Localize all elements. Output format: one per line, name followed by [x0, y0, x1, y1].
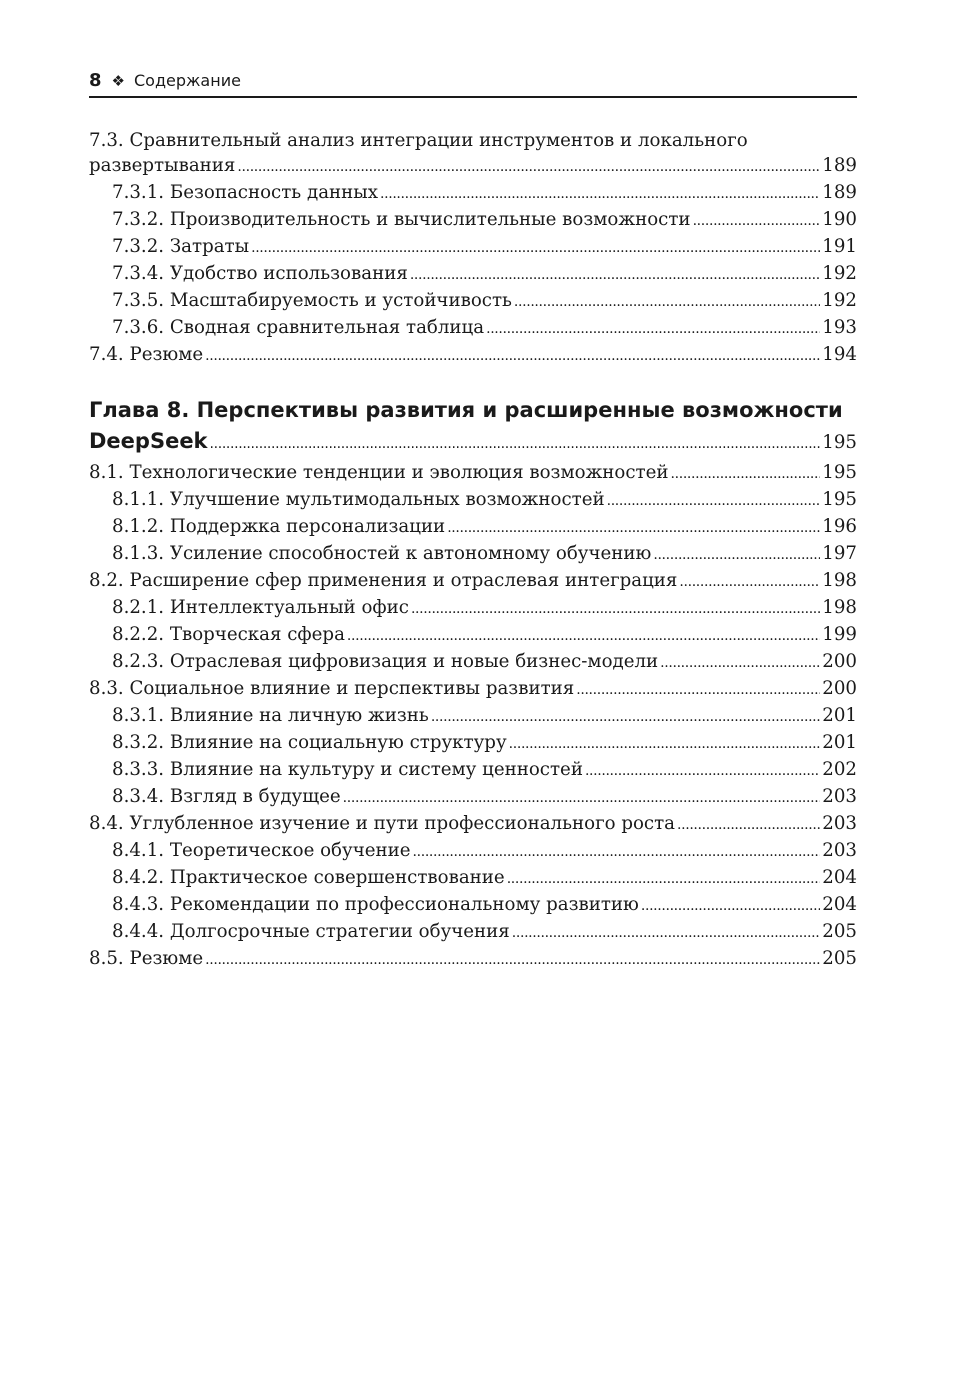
dot-leader	[347, 622, 820, 649]
dot-leader	[660, 649, 820, 676]
toc-entry[interactable]	[89, 892, 857, 919]
toc-entry-page: 191	[822, 236, 857, 257]
toc-entry-page: 195	[822, 489, 857, 510]
toc-entry-page: 205	[822, 921, 857, 942]
toc-entry-page: 198	[822, 597, 857, 618]
toc-block-chapter-7	[89, 128, 857, 369]
toc-entry-label: 7.3.6. Сводная сравнительная таблица	[112, 317, 485, 338]
toc-entry[interactable]	[89, 865, 857, 892]
chapter-title-label: DeepSeek	[89, 429, 208, 453]
dot-leader	[205, 342, 820, 369]
toc-entry[interactable]	[89, 946, 857, 973]
toc-entry[interactable]	[89, 288, 857, 315]
running-head	[89, 68, 857, 98]
toc-entry-label: 8.5. Резюме	[89, 948, 204, 969]
dot-leader	[514, 288, 820, 315]
dot-leader	[512, 919, 821, 946]
toc-entry[interactable]	[89, 180, 857, 207]
toc-entry[interactable]	[89, 649, 857, 676]
toc-entry-label: развертывания	[89, 155, 236, 176]
dot-leader	[486, 315, 820, 342]
toc-entry-label: 8.4.4. Долгосрочные стратегии обучения	[112, 921, 510, 942]
toc-entry-page: 204	[822, 867, 857, 888]
toc-entry-label: 8.2.2. Творческая сфера	[112, 624, 345, 645]
toc-entry-page: 203	[822, 840, 857, 861]
toc-entry[interactable]	[89, 838, 857, 865]
toc-entry-page: 198	[822, 570, 857, 591]
toc-entry-label: 7.4. Резюме	[89, 344, 204, 365]
dot-leader	[641, 892, 820, 919]
toc-entry[interactable]	[89, 487, 857, 514]
toc-entry[interactable]	[89, 541, 857, 568]
toc-entry-page: 189	[822, 155, 857, 176]
chapter-title-line1: Глава 8. Перспективы развития и расширенные возможности	[89, 398, 843, 422]
toc-entry-page: 189	[822, 182, 857, 203]
dot-leader	[210, 426, 821, 460]
toc-entry-label: 8.1.1. Улучшение мультимодальных возможностей	[112, 489, 605, 510]
toc-entry-page: 205	[822, 948, 857, 969]
dot-leader	[411, 595, 820, 622]
toc-entry-page: 201	[822, 705, 857, 726]
toc-entry-label: 8.2. Расширение сфер применения и отраслевая интеграция	[89, 570, 678, 591]
toc-entry-7-3[interactable]	[89, 153, 857, 180]
toc-entry[interactable]	[89, 919, 857, 946]
dot-leader	[251, 234, 820, 261]
toc-entry-label: 8.1.2. Поддержка персонализации	[112, 516, 446, 537]
toc-entry[interactable]	[89, 811, 857, 838]
toc-entry-label: 7.3.5. Масштабируемость и устойчивость	[112, 290, 512, 311]
toc-entry[interactable]	[89, 757, 857, 784]
toc-entry-label: 8.1. Технологические тенденции и эволюция возможностей	[89, 462, 669, 483]
toc-entry-page: 200	[822, 651, 857, 672]
dot-leader	[507, 865, 821, 892]
toc-entry[interactable]	[89, 514, 857, 541]
dot-leader	[237, 153, 820, 180]
toc-entry-label: 7.3.2. Затраты	[112, 236, 250, 257]
toc-entry-page: 190	[822, 209, 857, 230]
toc-entry-page: 197	[822, 543, 857, 564]
toc-entry-label: 8.3.1. Влияние на личную жизнь	[112, 705, 429, 726]
toc-entry-page: 201	[822, 732, 857, 753]
toc-entry-page: 200	[822, 678, 857, 699]
dot-leader	[653, 541, 820, 568]
toc-entry-page: 202	[822, 759, 857, 780]
toc-entry[interactable]	[89, 315, 857, 342]
dot-leader	[380, 180, 820, 207]
dot-leader	[671, 460, 821, 487]
chapter-page: 195	[822, 432, 857, 453]
chapter-heading[interactable]	[89, 395, 857, 460]
toc-entry-page: 196	[822, 516, 857, 537]
toc-entry[interactable]	[89, 234, 857, 261]
toc-entry[interactable]	[89, 622, 857, 649]
running-head-title: Содержание	[133, 71, 241, 90]
toc-entry-page: 194	[822, 344, 857, 365]
toc-entry-7-4[interactable]	[89, 342, 857, 369]
toc-entry-label: 7.3.1. Безопасность данных	[112, 182, 379, 203]
toc-entry-label: 8.3.3. Влияние на культуру и систему ценностей	[112, 759, 583, 780]
toc-entry[interactable]	[89, 568, 857, 595]
toc-entry-label: 8.4.3. Рекомендации по профессиональному развитию	[112, 894, 639, 915]
toc-entry[interactable]	[89, 784, 857, 811]
toc-block-chapter-8	[89, 460, 857, 973]
toc-entry-label: 8.1.3. Усиление способностей к автономному обучению	[112, 543, 652, 564]
toc-entry-page: 203	[822, 786, 857, 807]
dot-leader	[343, 784, 821, 811]
dot-leader	[585, 757, 820, 784]
toc-entry[interactable]	[89, 676, 857, 703]
toc-entry-label: 8.2.3. Отраслевая цифровизация и новые бизнес-модели	[112, 651, 659, 672]
page-number: 8	[89, 70, 102, 91]
toc-entry[interactable]	[89, 460, 857, 487]
toc-entry-7-3-line1[interactable]: 7.3. Сравнительный анализ интеграции инструментов и локального	[89, 130, 748, 151]
toc-entry[interactable]	[89, 595, 857, 622]
toc-entry-label: 8.3. Социальное влияние и перспективы развития	[89, 678, 575, 699]
dot-leader	[413, 838, 821, 865]
toc-entry-page: 192	[822, 263, 857, 284]
toc-entry-page: 192	[822, 290, 857, 311]
toc-entry-page: 199	[822, 624, 857, 645]
toc-entry-label: 8.4.2. Практическое совершенствование	[112, 867, 505, 888]
toc-entry[interactable]	[89, 703, 857, 730]
toc-entry-label: 8.3.4. Взгляд в будущее	[112, 786, 341, 807]
chapter-title-line2	[89, 426, 857, 460]
dot-leader	[447, 514, 820, 541]
toc-entry-label: 8.2.1. Интеллектуальный офис	[112, 597, 409, 618]
page	[89, 68, 857, 973]
toc-entry-label: 7.3.2. Производительность и вычислительные возможности	[112, 209, 691, 230]
toc-entry-label: 8.4. Углубленное изучение и пути профессионального роста	[89, 813, 676, 834]
dot-leader	[410, 261, 820, 288]
toc-entry-page: 203	[822, 813, 857, 834]
dot-leader	[677, 811, 820, 838]
toc-entry-label: 8.4.1. Теоретическое обучение	[112, 840, 411, 861]
toc-entry-page: 204	[822, 894, 857, 915]
dot-leader	[509, 730, 821, 757]
toc-entry[interactable]	[89, 261, 857, 288]
dot-leader	[576, 676, 820, 703]
dot-leader	[693, 207, 821, 234]
toc-entry-label: 7.3.4. Удобство использования	[112, 263, 408, 284]
dot-leader	[679, 568, 820, 595]
toc-entry-page: 195	[822, 462, 857, 483]
toc-entry-label: 8.3.2. Влияние на социальную структуру	[112, 732, 507, 753]
toc-entry[interactable]	[89, 207, 857, 234]
ornament-icon: ❖	[111, 72, 125, 90]
toc-entry-page: 193	[822, 317, 857, 338]
dot-leader	[431, 703, 820, 730]
toc-entry[interactable]	[89, 730, 857, 757]
dot-leader	[607, 487, 821, 514]
dot-leader	[205, 946, 820, 973]
